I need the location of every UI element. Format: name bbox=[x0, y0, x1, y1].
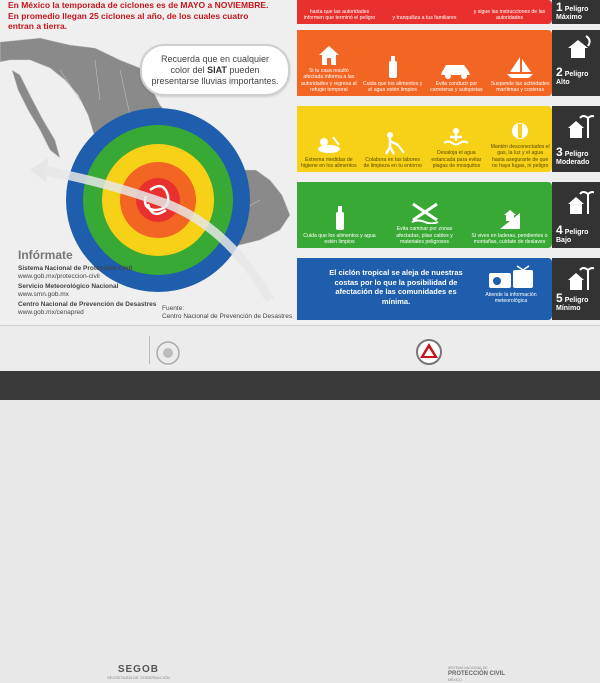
house-icon bbox=[317, 44, 341, 66]
pc-main: PROTECCIÓN CIVIL bbox=[448, 671, 506, 677]
level-1-action: y sigue las instrucciones de las autoridades bbox=[473, 8, 546, 21]
level-2-panel bbox=[297, 30, 552, 96]
level-3-action: Colabora en las labores de limpieza en tu entorno bbox=[361, 106, 425, 172]
intro-text bbox=[8, 0, 298, 32]
level-2-label bbox=[552, 30, 600, 96]
level-number: 5 bbox=[556, 291, 563, 305]
level-4-panel bbox=[297, 182, 552, 248]
level-3-action: Desaloja el agua estancada para evitar plagas de mosquitos bbox=[425, 106, 489, 172]
source-item bbox=[18, 283, 298, 299]
intro-line-1: En México la temporada de ciclones es de MAYO a NOVIEMBRE. bbox=[8, 0, 269, 10]
informate-title: Infórmate bbox=[18, 248, 73, 262]
level-number: 2 bbox=[556, 65, 563, 79]
level-name: Peligro Bajo bbox=[556, 229, 589, 244]
sailboat-icon bbox=[505, 55, 535, 79]
level-1-panel bbox=[297, 0, 552, 24]
radio-tv-icon bbox=[487, 264, 535, 290]
level-4-action: Si vives en laderas, pendientes o montañas, cuídate de deslaves bbox=[467, 182, 552, 248]
hazard-cables-icon bbox=[410, 200, 440, 224]
hillside-house-icon bbox=[496, 205, 524, 231]
level-2-action: Suspende las actividades marítimas y costeras bbox=[488, 30, 552, 96]
house-palm-icon bbox=[566, 110, 594, 140]
level-3-panel bbox=[297, 106, 552, 172]
source-name: Servicio Meteorológico Nacional bbox=[18, 283, 119, 290]
level-3-action: Mantén desconectados el gas, la luz y el agua hasta asegurarte de que no haya fugas, ni peligro bbox=[488, 106, 552, 172]
level-3-label bbox=[552, 106, 600, 172]
source-url[interactable]: www.gob.mx/proteccion-civil bbox=[18, 273, 100, 280]
level-4-label bbox=[552, 182, 600, 248]
level-1-label bbox=[552, 0, 600, 24]
bottom-bar bbox=[0, 371, 600, 400]
footer-divider bbox=[149, 336, 150, 364]
proteccion-civil-logo-icon bbox=[416, 338, 442, 366]
house-storm-icon bbox=[566, 34, 594, 60]
source-item bbox=[18, 265, 298, 281]
segob-title: SEGOB bbox=[117, 664, 159, 675]
level-3-action: Extrema medidas de higiene en los alimentos bbox=[297, 106, 361, 172]
level-number: 3 bbox=[556, 145, 563, 159]
water-bottle-icon bbox=[385, 55, 401, 79]
siat-poster bbox=[0, 0, 600, 325]
cleaning-icon bbox=[380, 131, 406, 155]
level-5-message: El ciclón tropical se aleja de nuestras costas por lo que la posibilidad de afectación de las comunidades es mínima. bbox=[329, 268, 463, 306]
water-bottle-icon bbox=[332, 205, 348, 231]
gas-valve-icon bbox=[507, 120, 533, 142]
level-2-action: Evita conducir por carreteras y autopistas bbox=[425, 30, 489, 96]
segob-subtitle: SECRETARÍA DE GOBERNACIÓN bbox=[107, 675, 170, 680]
intro-line-3: entran a tierra. bbox=[8, 21, 68, 31]
fuente-note bbox=[162, 305, 292, 321]
level-4-action: Evita caminar por zonas afectadas, plias cables y materiales peligrosos bbox=[382, 182, 467, 248]
standing-water-icon bbox=[442, 126, 470, 148]
level-number: 4 bbox=[556, 223, 563, 237]
car-icon bbox=[439, 59, 473, 79]
level-1-action: hasta que las autoridades informen que terminó el peligro bbox=[303, 8, 376, 21]
level-5-panel bbox=[297, 258, 552, 320]
cloud-text-pre: Recuerda que en cualquier color del bbox=[160, 54, 270, 75]
house-palm-icon bbox=[566, 262, 594, 292]
fuente-value: Centro Nacional de Prevención de Desastres bbox=[162, 313, 293, 320]
segob-logo bbox=[107, 664, 170, 680]
food-hygiene-icon bbox=[315, 133, 343, 155]
source-item bbox=[18, 301, 158, 317]
alert-levels bbox=[297, 0, 600, 325]
level-2-action: Si tu casa resultó afectada informa a las autoridades y regresa al refugio temporal bbox=[297, 30, 361, 96]
baja-california bbox=[12, 70, 60, 158]
footer bbox=[0, 325, 600, 682]
level-name: Peligro Moderado bbox=[556, 151, 590, 166]
source-name: Sistema Nacional de Protección Civil bbox=[18, 265, 133, 272]
source-url[interactable]: www.gob.mx/cenapred bbox=[18, 309, 84, 316]
trajectory-arrowhead bbox=[30, 158, 48, 182]
national-seal-icon bbox=[154, 340, 182, 366]
level-name: Peligro Mínimo bbox=[556, 297, 589, 312]
level-name: Peligro Alto bbox=[556, 71, 589, 86]
level-4-action: Cuida que los alimentos y agua estén limpios bbox=[297, 182, 382, 248]
level-5-label bbox=[552, 258, 600, 320]
cloud-text-post: pueden presentarse lluvias importantes. bbox=[151, 65, 279, 86]
siat-reminder-cloud bbox=[140, 44, 290, 96]
level-5-action: Atiende la información meteorológica bbox=[475, 264, 547, 304]
fuente-label: Fuente: bbox=[162, 305, 185, 312]
pc-sub: MÉXICO bbox=[448, 678, 462, 682]
level-number: 1 bbox=[556, 0, 563, 14]
cloud-brand: SIAT bbox=[207, 65, 227, 75]
level-name: Peligro Máximo bbox=[556, 6, 589, 21]
pc-top: SISTEMA NACIONAL DE bbox=[448, 666, 488, 670]
source-name: Centro Nacional de Prevención de Desastres bbox=[18, 301, 157, 308]
house-palm-icon bbox=[566, 186, 594, 216]
source-url[interactable]: www.smn.gob.mx bbox=[18, 291, 69, 298]
intro-line-2: En promedio llegan 25 ciclones al año, de los cuales cuatro bbox=[8, 10, 249, 21]
level-2-action: Cuida que los alimentos y el agua estén limpios bbox=[361, 30, 425, 96]
level-1-action: y tranquiliza a tus familiares bbox=[392, 14, 457, 21]
proteccion-civil-text bbox=[448, 665, 505, 683]
